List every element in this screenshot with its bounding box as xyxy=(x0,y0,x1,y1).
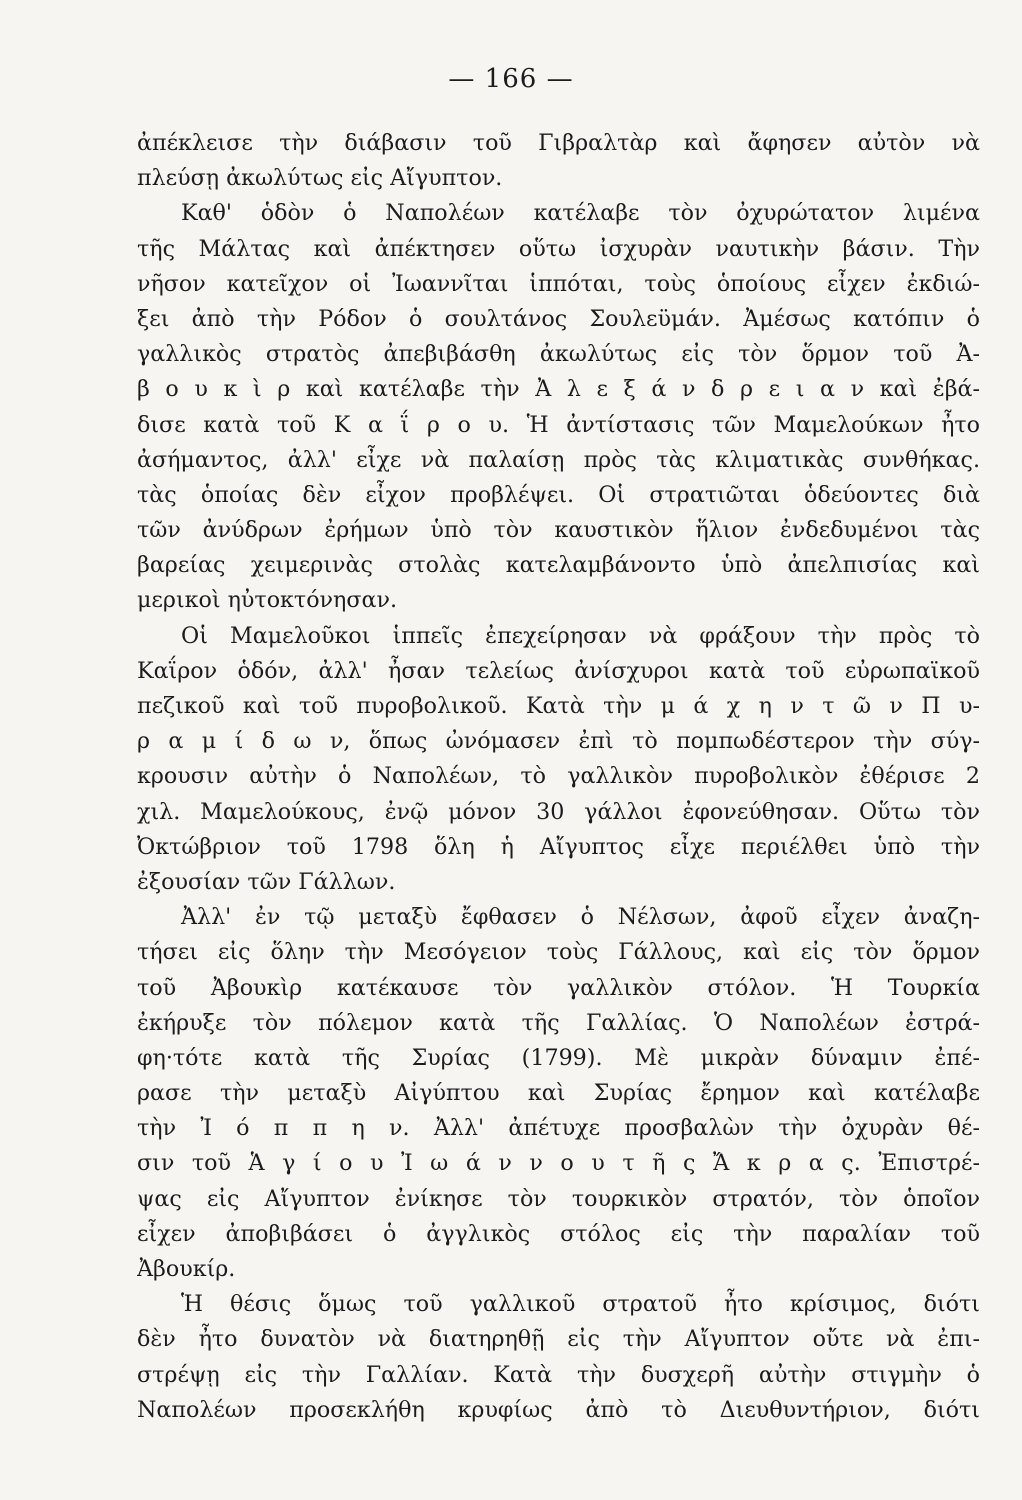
text-line: Ὀκτώβριον τοῦ 1798 ὅλη ἡ Αἴγυπτος εἶχε περιέλθει ὑπὸ τὴν xyxy=(137,833,980,860)
text-line: βαρείας χειμερινὰς στολὰς κατελαμβάνοντο ὑπὸ ἀπελπισίας καὶ xyxy=(137,552,980,579)
text-line: δισε κατὰ τοῦ Κ α ΐ ρ ο υ. Ἡ ἀντίστασις τῶν Μαμελούκων ἦτο xyxy=(137,411,980,438)
text-line: Οἱ Μαμελοῦκοι ἱππεῖς ἐπεχείρησαν νὰ φράξουν τὴν πρὸς τὸ xyxy=(181,622,980,649)
text-line: Καθ' ὁδὸν ὁ Ναπολέων κατέλαβε τὸν ὀχυρώτατον λιμένα xyxy=(181,200,980,227)
body-text xyxy=(137,126,980,1428)
text-line: φη·τότε κατὰ τῆς Συρίας (1799). Μὲ μικρὰν δύναμιν ἐπέ- xyxy=(137,1044,980,1071)
text-line: τοῦ Ἀβουκὶρ κατέκαυσε τὸν γαλλικὸν στόλον. Ἡ Τουρκία xyxy=(137,974,980,1001)
text-line: σιν τοῦ Ἁ γ ί ο υ Ἰ ω ά ν ν ο υ τ ῆ ς Ἄ κ ρ α ς. Ἐπιστρέ- xyxy=(137,1150,980,1177)
text-line: ἀπέκλεισε τὴν διάβασιν τοῦ Γιβραλτὰρ καὶ ἄφησεν αὐτὸν νὰ xyxy=(137,130,980,156)
text-line: Ἡ θέσις ὅμως τοῦ γαλλικοῦ στρατοῦ ἦτο κρίσιμος, διότι xyxy=(181,1291,980,1318)
text-line: ἐξουσίαν τῶν Γάλλων. xyxy=(137,868,396,895)
text-line: δὲν ἦτο δυνατὸν νὰ διατηρηθῇ εἰς τὴν Αἴγυπτον οὔτε νὰ ἐπι- xyxy=(137,1326,980,1353)
text-line: Καΐρον ὁδόν, ἀλλ' ἦσαν τελείως ἀνίσχυροι κατὰ τοῦ εὐρωπαϊκοῦ xyxy=(137,657,980,684)
text-line: β ο υ κ ὶ ρ καὶ κατέλαβε τὴν Ἀ λ ε ξ ά ν δ ρ ε ι α ν καὶ ἐβά- xyxy=(137,376,980,403)
text-line: νῆσον κατεῖχον οἱ Ἰωαννῖται ἱππόται, τοὺς ὁποίους εἶχεν ἐκδιώ- xyxy=(137,270,980,297)
text-line: στρέψῃ εἰς τὴν Γαλλίαν. Κατὰ τὴν δυσχερῆ αὐτὴν στιγμὴν ὁ xyxy=(137,1361,980,1388)
text-line: πλεύσῃ ἀκωλύτως εἰς Αἴγυπτον. xyxy=(137,165,503,192)
text-line: γαλλικὸς στρατὸς ἀπεβιβάσθη ἀκωλύτως εἰς τὸν ὅρμον τοῦ Ἀ- xyxy=(137,341,980,368)
text-line: μερικοὶ ηὐτοκτόνησαν. xyxy=(137,587,397,614)
text-line: εἶχεν ἀποβιβάσει ὁ ἀγγλικὸς στόλος εἰς τὴν παραλίαν τοῦ xyxy=(137,1220,980,1247)
text-line: ἀσήμαντος, ἀλλ' εἶχε νὰ παλαίσῃ πρὸς τὰς κλιματικὰς συνθήκας. xyxy=(137,446,980,473)
text-line: τὴν Ἰ ό π π η ν. Ἀλλ' ἀπέτυχε προσβαλὼν τὴν ὀχυρὰν θέ- xyxy=(137,1115,980,1142)
text-line: τὰς ὁποίας δὲν εἶχον προβλέψει. Οἱ στρατιῶται ὁδεύοντες διὰ xyxy=(137,481,980,508)
text-line: κρουσιν αὐτὴν ὁ Ναπολέων, τὸ γαλλικὸν πυροβολικὸν ἐθέρισε 2 xyxy=(137,763,980,790)
text-line: χιλ. Μαμελούκους, ἐνῷ μόνον 30 γάλλοι ἐφονεύθησαν. Οὕτω τὸν xyxy=(137,798,980,825)
text-line: ἐκήρυξε τὸν πόλεμον κατὰ τῆς Γαλλίας. Ὁ Ναπολέων ἐστρά- xyxy=(137,1009,980,1036)
text-line: τῶν ἀνύδρων ἐρήμων ὑπὸ τὸν καυστικὸν ἥλιον ἐνδεδυμένοι τὰς xyxy=(137,517,980,544)
text-line: Ἀλλ' ἐν τῷ μεταξὺ ἔφθασεν ὁ Νέλσων, ἀφοῦ εἶχεν ἀναζη- xyxy=(181,904,980,931)
text-line: Ἀβουκίρ. xyxy=(137,1256,236,1282)
text-line: ρασε τὴν μεταξὺ Αἰγύπτου καὶ Συρίας ἔρημον καὶ κατέλαβε xyxy=(137,1080,980,1107)
text-line: ξει ἀπὸ τὴν Ρόδον ὁ σουλτάνος Σουλεϋμάν. Ἀμέσως κατόπιν ὁ xyxy=(137,305,980,332)
text-line: ρ α μ ί δ ω ν, ὅπως ὠνόμασεν ἐπὶ τὸ πομπωδέστερον τὴν σύγ- xyxy=(137,728,980,755)
text-line: ψας εἰς Αἴγυπτον ἐνίκησε τὸν τουρκικὸν στρατόν, τὸν ὁποῖον xyxy=(137,1185,980,1212)
text-line: τῆς Μάλτας καὶ ἀπέκτησεν οὕτω ἰσχυρὰν ναυτικὴν βάσιν. Τὴν xyxy=(137,235,980,262)
page-number: — 166 — xyxy=(448,64,574,94)
text-line: Ναπολέων προσεκλήθη κρυφίως ἀπὸ τὸ Διευθυντήριον, διότι xyxy=(137,1396,980,1423)
text-line: τήσει εἰς ὅλην τὴν Μεσόγειον τοὺς Γάλλους, καὶ εἰς τὸν ὅρμον xyxy=(137,939,980,966)
text-line: πεζικοῦ καὶ τοῦ πυροβολικοῦ. Κατὰ τὴν μ ά χ η ν τ ῶ ν Π υ- xyxy=(137,693,980,719)
